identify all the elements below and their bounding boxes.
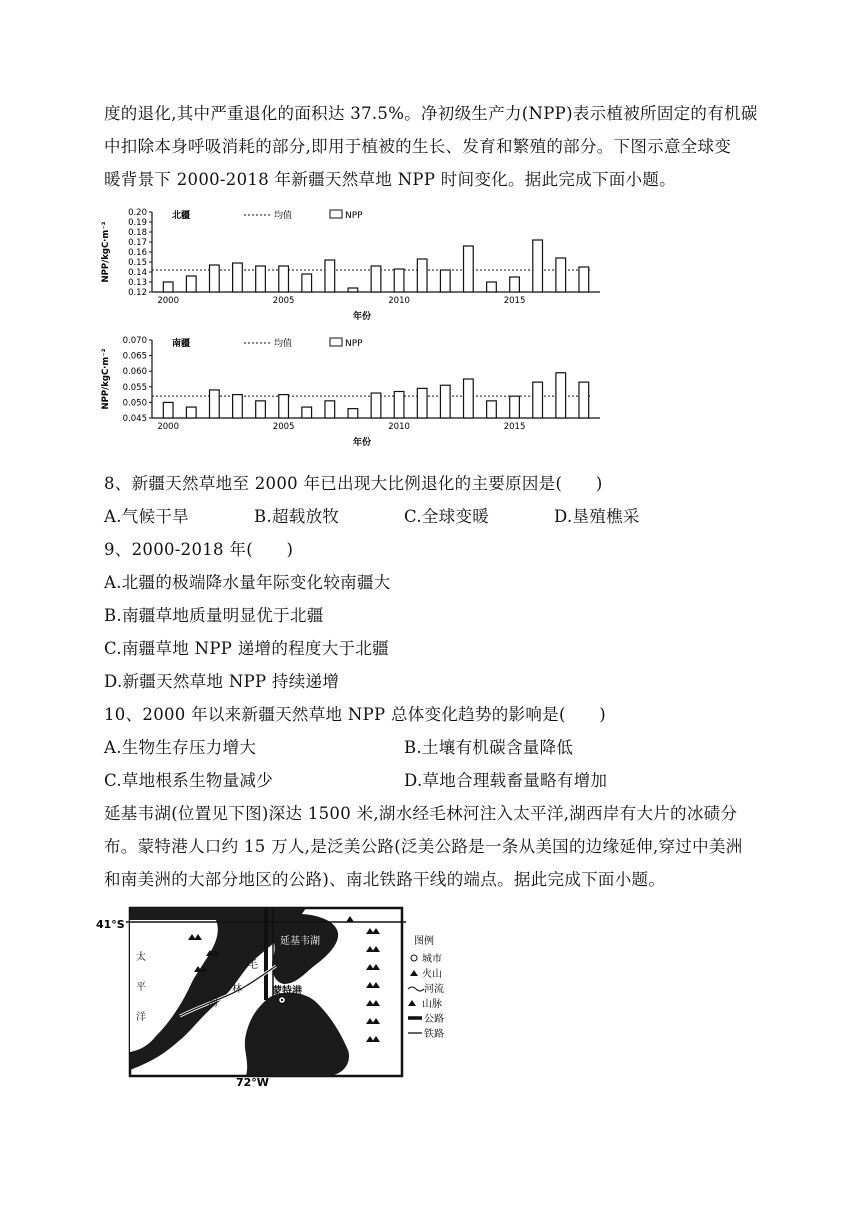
north-ytick-label: 0.14 [128,268,147,278]
south-xtick-label: 2010 [388,422,410,432]
south-region-label: 南疆 [172,339,191,349]
passage-2-line-3: 和南美洲的大部分地区的公路)、南北铁路干线的端点。据此完成下面小题。 [104,870,666,889]
north-xtick-label: 2010 [388,296,410,306]
legend-title: 图例 [414,936,434,947]
north-bar [440,270,450,292]
south-xtick-label: 2000 [157,422,179,432]
reloncavi-bay [245,992,349,1076]
north-bar [464,246,474,292]
south-bar [417,388,427,418]
north-ytick-label: 0.19 [128,218,147,228]
north-bar [163,282,173,292]
north-bar [186,276,196,292]
south-ytick-label: 0.045 [122,414,147,424]
south-ytick-label: 0.060 [122,367,147,378]
question-8-option-d[interactable]: D.垦殖樵采 [554,507,640,526]
north-ytick-label: 0.15 [128,258,147,268]
intro-line-2: 中扣除本身呼吸消耗的部分,即用于植被的生长、发育和繁殖的部分。下图示意全球变 [104,137,732,156]
passage-2-line-2: 布。蒙特港人口约 15 万人,是泛美公路(泛美公路是一条从美国的边缘延伸,穿过中美洲 [104,837,743,856]
south-legend-npp-icon [330,338,342,346]
south-ytick-label: 0.055 [122,382,147,393]
south-bar [186,407,196,418]
north-region-label: 北疆 [172,211,191,221]
legend-volcano-icon [410,970,418,976]
legend-city: 城市 [422,954,442,965]
north-ylabel: NPP/kgC·m⁻² [101,221,111,283]
question-8-stem: 8、新疆天然草地至 2000 年已出现大比例退化的主要原因是( ) [104,474,603,493]
legend-mountain-icon [408,1000,416,1006]
legend-city-icon [411,955,417,961]
chart-south-npp [100,330,610,458]
north-bar [579,267,589,292]
north-bar [256,266,266,292]
north-bar [325,260,335,292]
north-bar [302,274,312,292]
mountain-symbols-east [346,916,380,1042]
question-8-option-c[interactable]: C.全球变暖 [404,507,490,526]
question-10-option-b[interactable]: B.土壤有机碳含量降低 [404,738,574,757]
north-bar [348,288,358,292]
legend-river-icon [408,987,424,991]
legend-river: 河流 [424,984,444,995]
city-marker-dot-icon [281,999,283,1001]
question-9-option-d[interactable]: D.新疆天然草地 NPP 持续递增 [104,672,340,691]
south-bar [163,402,173,418]
question-10-option-a[interactable]: A.生物生存压力增大 [104,738,257,757]
south-ytick-label: 0.065 [122,351,147,362]
north-xlabel: 年份 [352,312,372,322]
south-xtick-label: 2005 [272,422,295,432]
south-xlabel: 年份 [352,438,372,448]
south-ytick-label: 0.050 [122,398,147,409]
chart-north-npp [100,202,610,332]
legend-mountain: 山脉 [422,999,442,1010]
river-char-1: 毛 [248,960,258,971]
lake-llanquihue [270,914,338,984]
north-ytick-label: 0.16 [128,248,147,258]
latitude-label: 41°S [96,918,125,931]
question-8-option-b[interactable]: B.超载放牧 [254,507,340,526]
south-bar [579,382,589,418]
question-8-option-a[interactable]: A.气候干旱 [104,507,189,526]
question-10-option-c[interactable]: C.草地根系生物量减少 [104,771,274,790]
south-bar [302,407,312,418]
question-9-option-c[interactable]: C.南疆草地 NPP 递增的程度大于北疆 [104,639,389,658]
ocean-char-2: 平 [136,982,146,993]
north-bar [371,266,381,292]
south-bar [464,379,474,418]
legend-railway: 铁路 [424,1029,444,1040]
north-legend-mean: 均值 [274,211,293,221]
north-bar [210,265,220,292]
south-legend-mean: 均值 [274,339,293,349]
question-10-option-d[interactable]: D.草地合理载畜量略有增加 [404,771,608,790]
north-bar [510,277,520,292]
legend-volcano: 火山 [422,969,442,980]
south-bar [556,373,566,418]
north-ytick-label: 0.13 [128,278,147,288]
river-char-2: 林 [232,984,242,995]
longitude-label: 72°W [236,1076,269,1089]
south-bar [510,396,520,418]
north-ytick-label: 0.18 [128,228,147,238]
south-ytick-label: 0.070 [122,336,147,346]
north-ytick-label: 0.12 [128,288,147,298]
south-xtick-label: 2015 [503,422,526,432]
intro-line-3: 暖背景下 2000-2018 年新疆天然草地 NPP 时间变化。据此完成下面小题。 [104,170,676,189]
south-bar [371,393,381,418]
legend-highway: 公路 [424,1014,444,1025]
south-bar [440,385,450,418]
question-9-option-b[interactable]: B.南疆草地质量明显优于北疆 [104,606,324,625]
question-10-stem: 10、2000 年以来新疆天然草地 NPP 总体变化趋势的影响是( ) [104,705,607,724]
south-bar [348,409,358,418]
north-bar [556,258,566,292]
city-label: 蒙特港 [272,986,302,997]
south-legend-npp: NPP [345,339,363,349]
north-bar [279,266,289,292]
south-bar [256,401,266,418]
north-bar [394,269,404,292]
ocean-char-1: 太 [136,952,146,963]
north-ytick-label: 0.20 [128,208,147,218]
north-bar [487,282,497,292]
south-bar [279,395,289,418]
north-bar [233,263,243,292]
river-char-3: 河 [208,998,218,1009]
north-legend-npp-icon [330,210,342,218]
north-ytick-label: 0.17 [128,238,147,248]
south-bar [487,401,497,418]
south-bar [325,401,335,418]
north-xtick-label: 2005 [272,296,295,306]
north-xtick-label: 2000 [157,296,179,306]
north-bar [417,259,427,292]
south-bar [394,391,404,418]
passage-2-line-1: 延基韦湖(位置见下图)深达 1500 米,湖水经毛林河注入太平洋,湖西岸有大片的冰碛分 [104,804,738,823]
north-xtick-label: 2015 [503,296,526,306]
north-bar [533,240,543,292]
north-legend-npp: NPP [345,211,363,221]
lake-label: 延基韦湖 [280,936,320,947]
south-bar [533,382,543,418]
south-ylabel: NPP/kgC·m⁻² [101,348,111,410]
question-9-option-a[interactable]: A.北疆的极端降水量年际变化较南疆大 [104,573,391,592]
south-bar [233,395,243,418]
south-bar [210,390,220,418]
lake-llanquihue-map [96,900,456,1090]
question-9-stem: 9、2000-2018 年( ) [104,540,294,559]
intro-line-1: 度的退化,其中严重退化的面积达 37.5%。净初级生产力(NPP)表示植被所固定的有机碳 [104,104,758,123]
ocean-char-3: 洋 [136,1012,146,1023]
map-legend [408,934,444,1040]
